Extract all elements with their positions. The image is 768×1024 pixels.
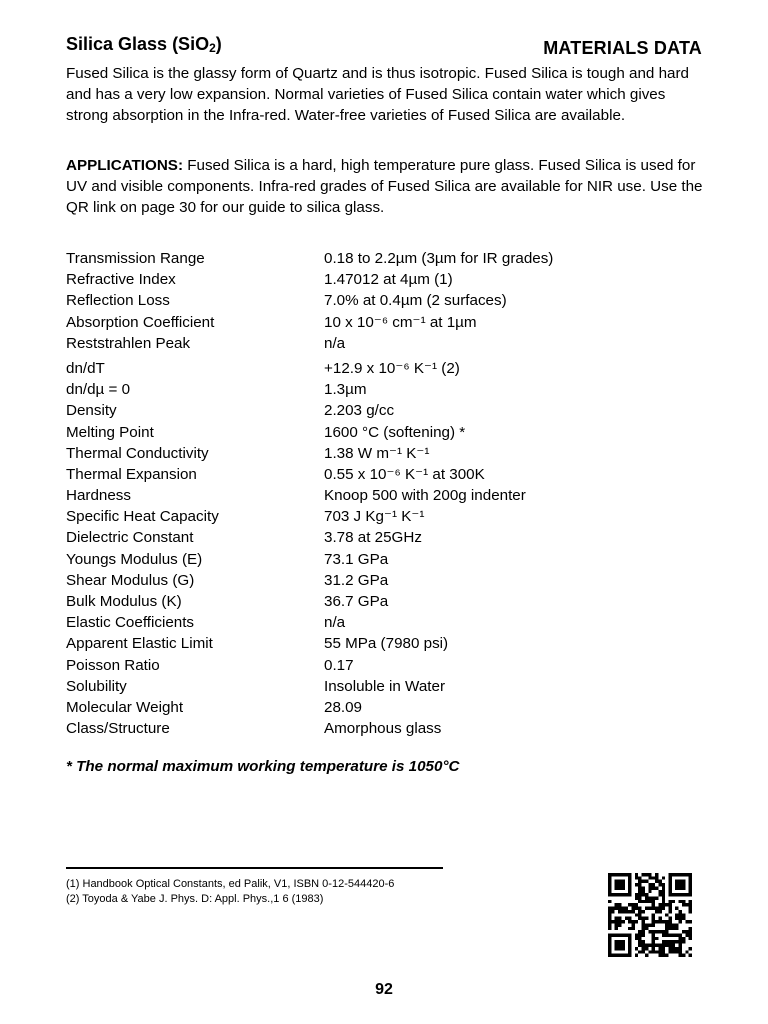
property-row <box>66 290 706 311</box>
property-row <box>66 248 706 269</box>
property-label: Specific Heat Capacity <box>66 508 219 526</box>
property-row <box>66 527 706 548</box>
property-value: 10 x 10⁻⁶ cm⁻¹ at 1µm <box>324 313 477 331</box>
property-label: Melting Point <box>66 423 154 441</box>
property-value: 28.09 <box>324 698 363 716</box>
property-label: Bulk Modulus (K) <box>66 593 182 610</box>
property-label: dn/dT <box>66 359 105 377</box>
property-row <box>66 633 706 654</box>
property-row <box>66 269 706 290</box>
reference-item: (2) Toyoda & Yabe J. Phys. D: Appl. Phys.,1 6 (1983) <box>66 892 324 905</box>
property-row <box>66 718 706 739</box>
property-label: Molecular Weight <box>66 698 184 716</box>
property-row <box>66 400 706 421</box>
property-row <box>66 655 706 676</box>
property-row <box>66 358 706 379</box>
property-value: 73.1 GPa <box>324 550 389 568</box>
property-value: Amorphous glass <box>324 720 442 738</box>
applications-text: Fused Silica is a hard, high temperature pure glass. Fused Silica is used for UV and visible components. Infra-red grades of Fused Silica are available for NIR use. Use the QR link on page 30 for our guide to silica glass. <box>66 157 703 217</box>
property-label: Youngs Modulus (E) <box>66 550 203 568</box>
applications-label: APPLICATIONS: <box>66 157 183 174</box>
property-label: Dielectric Constant <box>66 529 194 547</box>
property-label: Thermal Conductivity <box>66 444 209 462</box>
property-row <box>66 591 706 612</box>
property-row <box>66 549 706 570</box>
qr-code[interactable] <box>608 873 692 957</box>
property-row <box>66 612 706 633</box>
property-label: Reflection Loss <box>66 292 170 310</box>
property-value: 3.78 at 25GHz <box>324 529 422 547</box>
property-value: 2.203 g/cc <box>324 402 395 420</box>
property-row <box>66 570 706 591</box>
property-label: Absorption Coefficient <box>66 313 215 331</box>
section-header: MATERIALS DATA <box>543 38 702 58</box>
property-label: Hardness <box>66 487 131 505</box>
reference-item: (1) Handbook Optical Constants, ed Palik, V1, ISBN 0-12-544420-6 <box>66 878 395 890</box>
property-label: Shear Modulus (G) <box>66 571 195 589</box>
properties-table <box>66 248 706 739</box>
property-row <box>66 697 706 718</box>
property-value: 0.17 <box>324 656 354 674</box>
title-subscript: 2 <box>209 41 216 55</box>
intro-paragraph: Fused Silica is the glassy form of Quartz and is thus isotropic. Fused Silica is tough and hard and has a very low expansion. Normal varieties of Fused Silica contain water which gives strong absorption in the Infra-red. Water-free varieties of Fused Silica are available. <box>66 65 689 125</box>
property-value: 31.2 GPa <box>324 571 389 589</box>
title-main: Silica Glass (SiO <box>66 34 210 54</box>
property-value: Insoluble in Water <box>324 677 445 695</box>
property-label: Density <box>66 402 117 420</box>
property-value: 36.7 GPa <box>324 593 389 610</box>
property-value: 7.0% at 0.4µm (2 surfaces) <box>324 292 507 310</box>
property-row <box>66 443 706 464</box>
property-value: Knoop 500 with 200g indenter <box>324 487 526 505</box>
property-value: 1600 °C (softening) * <box>324 423 466 441</box>
property-value: 0.18 to 2.2µm (3µm for IR grades) <box>324 250 554 267</box>
title-close: ) <box>215 34 222 54</box>
property-row <box>66 676 706 697</box>
property-row <box>66 333 706 354</box>
applications-paragraph <box>66 155 706 219</box>
property-label: Transmission Range <box>66 250 205 267</box>
property-value: 0.55 x 10⁻⁶ K⁻¹ at 300K <box>324 465 485 483</box>
property-value: 1.38 W m⁻¹ K⁻¹ <box>324 444 430 462</box>
property-row <box>66 485 706 506</box>
property-label: Reststrahlen Peak <box>66 334 191 352</box>
property-row <box>66 379 706 400</box>
property-value: n/a <box>324 614 346 632</box>
references <box>66 877 394 906</box>
footnote: * The normal maximum working temperature is 1050°C <box>66 758 460 775</box>
page-number: 92 <box>375 981 393 998</box>
property-value: 1.3µm <box>324 381 367 399</box>
property-label: Apparent Elastic Limit <box>66 635 213 653</box>
footnote-divider <box>66 867 443 869</box>
property-row <box>66 506 706 527</box>
property-value: n/a <box>324 334 346 352</box>
property-label: Thermal Expansion <box>66 465 197 483</box>
property-value: 703 J Kg⁻¹ K⁻¹ <box>324 508 425 526</box>
page-title <box>66 34 222 55</box>
property-label: Solubility <box>66 677 127 695</box>
property-label: Elastic Coefficients <box>66 614 195 632</box>
property-row <box>66 422 706 443</box>
property-label: dn/dµ = 0 <box>66 381 131 399</box>
property-value: +12.9 x 10⁻⁶ K⁻¹ (2) <box>324 359 460 377</box>
property-label: Poisson Ratio <box>66 656 160 674</box>
property-row <box>66 312 706 333</box>
property-row <box>66 464 706 485</box>
property-label: Class/Structure <box>66 720 170 738</box>
property-label: Refractive Index <box>66 271 176 289</box>
property-value: 55 MPa (7980 psi) <box>324 635 449 653</box>
property-value: 1.47012 at 4µm (1) <box>324 271 453 289</box>
